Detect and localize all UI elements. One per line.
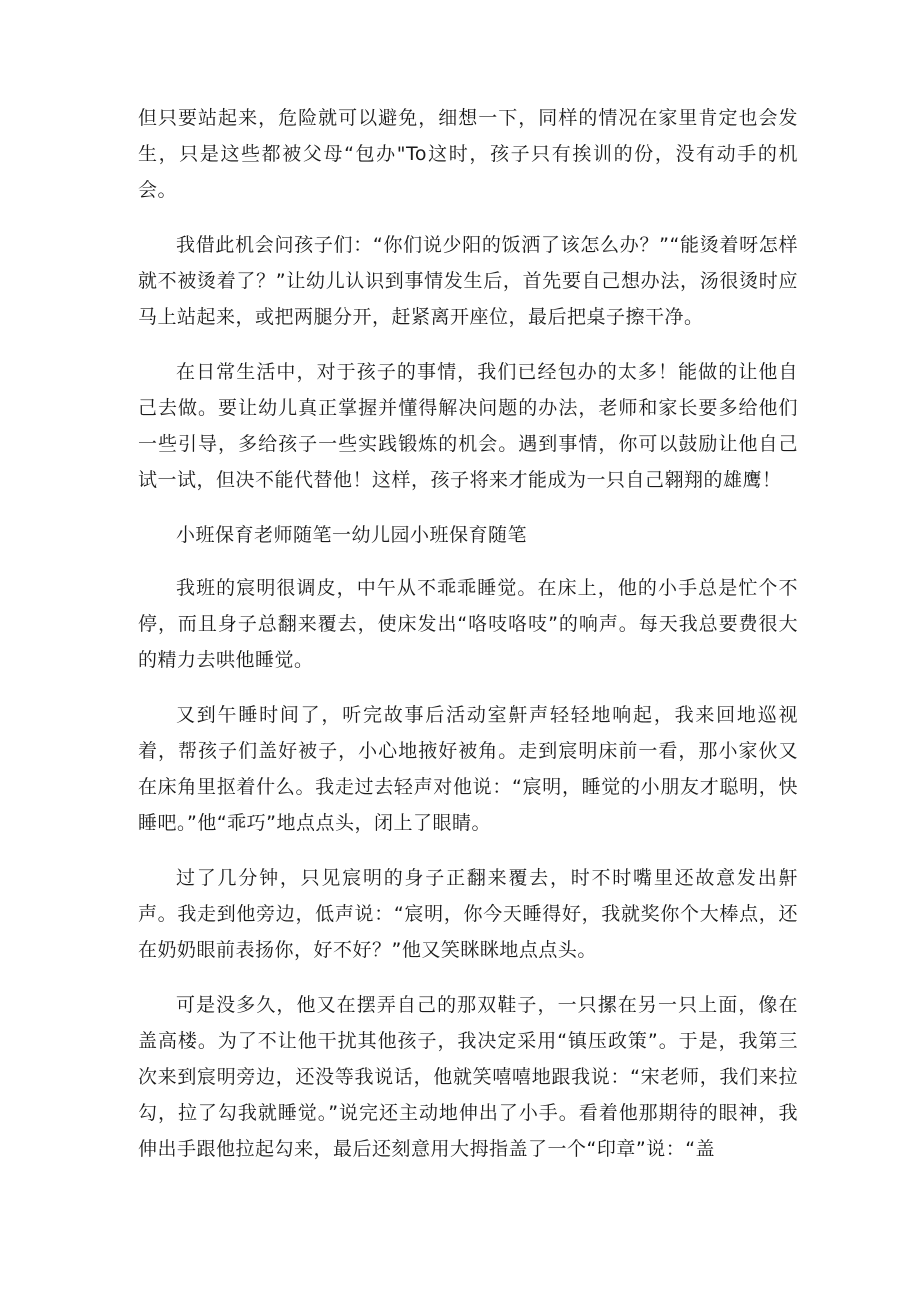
paragraph: 但只要站起来，危险就可以避免，细想一下，同样的情况在家里肯定也会发生，只是这些都被父母“包办"To这时，孩子只有挨训的份，没有动手的机会。 <box>138 107 798 201</box>
paragraph: 在日常生活中，对于孩子的事情，我们已经包办的太多！能做的让他自己去做。要让幼儿真正掌握并懂得解决问题的办法，老师和家长要多给他们一些引导，多给孩子一些实践锻炼的机会。遇到事情，你可以鼓励让他自己试一试，但决不能代替他！这样，孩子将来才能成为一只自己翱翔的雄鹰！ <box>138 361 798 491</box>
paragraph: 可是没多久，他又在摆弄自己的那双鞋子，一只摞在另一只上面，像在盖高楼。为了不让他干扰其他孩子，我决定采用“镇压政策”。于是，我第三次来到宸明旁边，还没等我说话，他就笑嘻嘻地跟我说：“宋老师，我们来拉勾，拉了勾我就睡觉。”说完还主动地伸出了小手。看着他那期待的眼神，我伸出手跟他拉起勾来，最后还刻意用大拇指盖了一个“印章”说：“盖 <box>138 994 798 1160</box>
document-page <box>138 100 798 1186</box>
section-title: 小班保育老师随笔一幼儿园小班保育随笔 <box>176 524 528 546</box>
paragraph: 又到午睡时间了，听完故事后活动室鼾声轻轻地响起，我来回地巡视着，帮孩子们盖好被子，小心地掖好被角。走到宸明床前一看，那小家伙又在床角里抠着什么。我走过去轻声对他说：“宸明，睡觉的小朋友才聪明，快睡吧。”他“乖巧”地点点头，闭上了眼睛。 <box>138 704 798 834</box>
paragraph: 我班的宸明很调皮，中午从不乖乖睡觉。在床上，他的小手总是忙个不停，而且身子总翻来覆去，使床发出“咯吱咯吱”的响声。每天我总要费很大的精力去哄他睡觉。 <box>138 577 798 671</box>
paragraph: 过了几分钟，只见宸明的身子正翻来覆去，时不时嘴里还故意发出鼾声。我走到他旁边，低声说：“宸明，你今天睡得好，我就奖你个大棒点，还在奶奶眼前表扬你，好不好？”他又笑眯眯地点点头。 <box>138 867 798 961</box>
paragraph: 我借此机会问孩子们：“你们说少阳的饭洒了该怎么办？”“能烫着呀怎样就不被烫着了？”让幼儿认识到事情发生后，首先要自己想办法，汤很烫时应马上站起来，或把两腿分开，赶紧离开座位，最后把桌子擦干净。 <box>138 234 798 328</box>
